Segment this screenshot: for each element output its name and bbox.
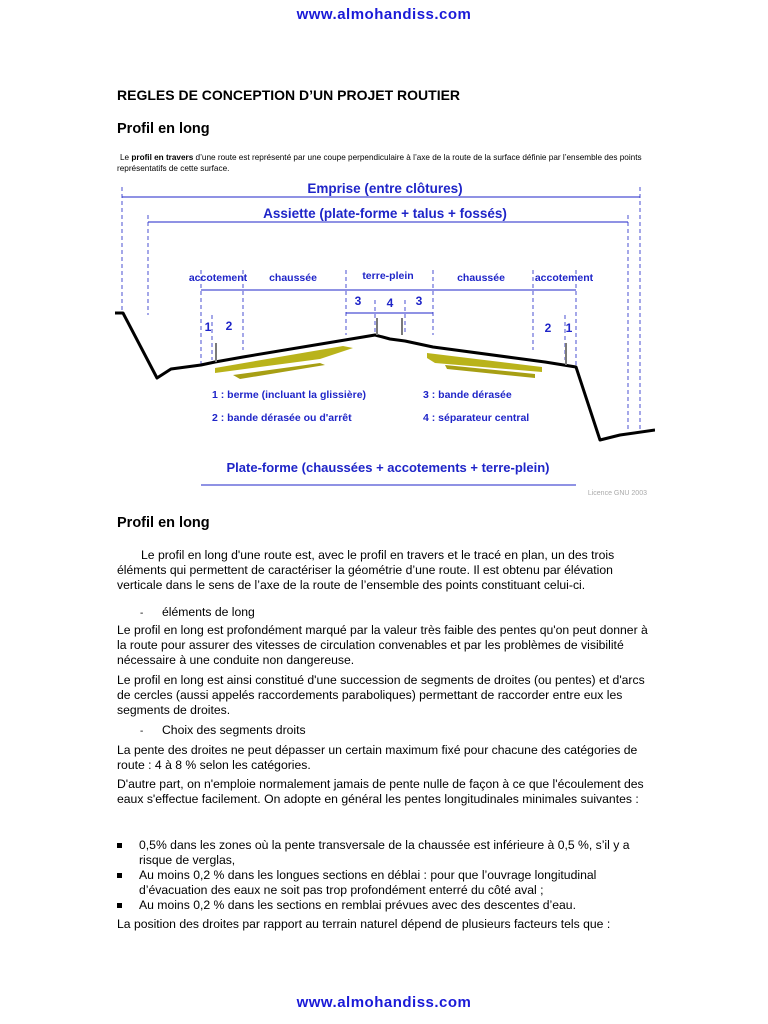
- header-site-link[interactable]: www.almohandiss.com: [296, 6, 472, 23]
- number-3-left: 3: [354, 294, 362, 308]
- footer-site-link[interactable]: www.almohandiss.com: [296, 994, 472, 1011]
- section-title-1: Profil en long: [117, 121, 210, 137]
- dash-item-2-text: Choix des segments droits: [162, 723, 306, 737]
- dash-marker: -: [140, 608, 144, 619]
- document-title: REGLES DE CONCEPTION D’UN PROJET ROUTIER: [117, 87, 461, 103]
- number-1-right: 1: [565, 321, 573, 335]
- number-3-right: 3: [415, 294, 423, 308]
- legend-3: 3 : bande dérasée: [423, 389, 512, 401]
- legend-4: 4 : séparateur central: [423, 412, 530, 424]
- number-1-left: 1: [204, 320, 212, 334]
- paragraph-5: D'autre part, on n'emploie normalement jamais de pente nulle de façon à ce que l'écoulement des eaux s'effectue facilement. On adopte en général les pentes longitudinales minimales suivantes :: [117, 777, 644, 806]
- paragraph-1: Le profil en long d'une route est, avec le profil en travers et le tracé en plan, un des trois éléments qui permettent de caractériser la géométrie d’une route. Il est obtenu par élévation verticale dans le sens de l’axe de la route de l’ensemble des points constituant celui-ci.: [117, 548, 615, 592]
- chaussee-left-label: chaussée: [269, 272, 317, 284]
- section-title-2: Profil en long: [117, 515, 210, 531]
- intro-term: profil en travers: [131, 153, 194, 162]
- assiette-label: Assiette (plate-forme + talus + fossés): [263, 206, 507, 221]
- list-item: Au moins 0,2 % dans les longues sections en déblai : pour que l’ouvrage longitudinal d’évacuation des eaux ne soit pas trop profondément enterré du côté aval ;: [117, 868, 657, 898]
- dash-item-1-text: éléments de long: [162, 605, 255, 619]
- accotement-left-label: accotement: [188, 272, 248, 284]
- intro-lead: Le: [120, 153, 132, 162]
- legend-2: 2 : bande dérasée ou d'arrêt: [212, 412, 352, 424]
- terre-plein-label: terre-plein: [362, 270, 414, 282]
- legend-1: 1 : berme (incluant la glissière): [212, 389, 367, 401]
- number-2-left: 2: [225, 319, 233, 333]
- accotement-right-label: accotement: [534, 272, 594, 284]
- paragraph-3: Le profil en long est ainsi constitué d'une succession de segments de droites (ou pentes) et d'arcs de cercles (aussi appelés raccordements paraboliques) permettant de raccorder entre eux les segments de droites.: [117, 673, 645, 717]
- licence-note: Licence GNU 2003: [587, 490, 647, 497]
- list-item: Au moins 0,2 % dans les sections en remblai prévues avec des descentes d’eau.: [117, 898, 657, 913]
- dash-marker: -: [140, 726, 144, 737]
- intro-paragraph: [117, 152, 652, 174]
- plateforme-label: Plate-forme (chaussées + accotements + terre-plein): [226, 460, 550, 475]
- paragraph-4: La pente des droites ne peut dépasser un certain maximum fixé pour chacune des catégories de route : 4 à 8 % selon les catégories.: [117, 743, 638, 772]
- paragraph-6: La position des droites par rapport au terrain naturel dépend de plusieurs facteurs tels que :: [117, 917, 611, 931]
- dash-item-2: [140, 723, 306, 737]
- dash-item-1: [140, 605, 255, 619]
- number-4: 4: [386, 296, 394, 310]
- intro-rest: d’une route est représenté par une coupe perpendiculaire à l’axe de la route de la surface définie par l’ensemble des points représentatifs de cette surface.: [117, 153, 642, 173]
- chaussee-right-label: chaussée: [457, 272, 505, 284]
- cross-section-diagram: [115, 175, 655, 500]
- list-item: 0,5% dans les zones où la pente transversale de la chaussée est inférieure à 0,5 %, s’il y a risque de verglas,: [117, 838, 657, 868]
- number-2-right: 2: [544, 321, 552, 335]
- slope-bullet-list: [117, 838, 657, 913]
- emprise-label: Emprise (entre clôtures): [307, 181, 463, 196]
- paragraph-2: Le profil en long est profondément marqué par la valeur très faible des pentes qu'on peut donner à la route pour assurer des vitesses de circulation convenables et par les problèmes de visibilité nécessaire à une conduite non dangereuse.: [117, 623, 648, 667]
